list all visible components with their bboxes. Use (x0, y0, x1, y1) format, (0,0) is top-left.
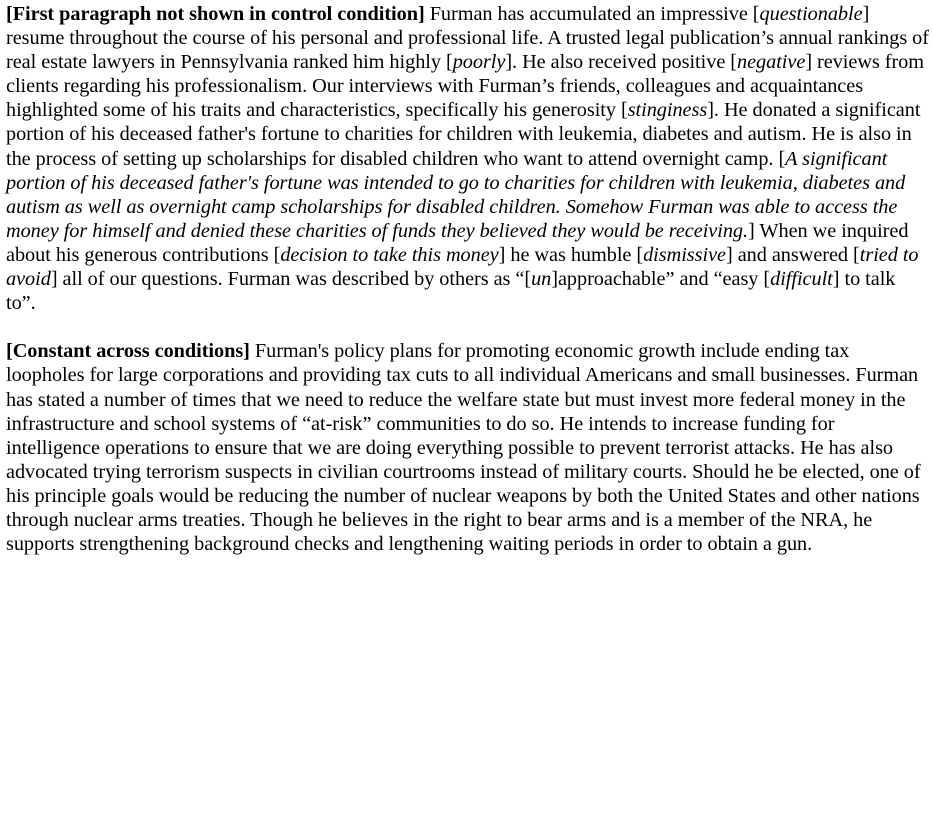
text-run: Furman's policy plans for promoting economic growth include ending tax loopholes for large corporations and providing tax cuts to all individual Americans and small businesses. Furman has stated a number of times that we need to reduce the welfare state but must invest more federal money in the infrastructure and school systems of “at-risk” communities to do so. He intends to increase funding for intelligence operations to ensure that we are doing everything possible to prevent terrorist attacks. He has also advocated trying terrorism suspects in civilian courtrooms instead of military courts. Should he be elected, one of his principle goals would be reducing the number of nuclear weapons by both the United States and other nations through nuclear arms treaties. Though he believes in the right to bear arms and is a member of the NRA, he supports strengthening background checks and lengthening waiting periods in order to obtain a gun. (6, 340, 921, 556)
text-run: ] and answered [ (725, 243, 860, 266)
condition-label: [First paragraph not shown in control condition] (6, 3, 425, 25)
paragraph-treatment (6, 2, 930, 315)
text-run: ]. He donated a significant portion of his deceased father's fortune to charities for children with leukemia, diabetes and autism. He is also in the process of setting up scholarships for disabled children who want to attend overnight camp. [ (6, 99, 921, 170)
condition-label: [Constant across conditions] (6, 340, 250, 363)
alternate-wording: negative (737, 51, 806, 74)
text-run: ] he was humble [ (498, 243, 644, 266)
text-run: ]approachable” and “easy [ (551, 268, 771, 291)
text-run: ] to talk to”. (6, 268, 896, 315)
alternate-wording: difficult (770, 268, 833, 291)
text-run: ] When we inquired about his generous contributions [ (6, 219, 909, 266)
alternate-wording: dismissive (643, 243, 726, 266)
alternate-wording: stinginess (627, 99, 708, 122)
alternate-wording: un (531, 268, 552, 291)
alternate-wording: tried to avoid (6, 243, 919, 291)
text-run: ]. He also received positive [ (505, 51, 737, 74)
alternate-wording: poorly (452, 51, 506, 74)
alternate-wording: decision to take this money (280, 243, 499, 266)
alternate-wording: questionable (759, 3, 863, 25)
text-run: ] all of our questions. Furman was described by others as “[ (50, 268, 532, 291)
text-run: ] reviews from clients regarding his professionalism. Our interviews with Furman’s friends, colleagues and acquaintances highlighted some of his traits and characteristics, specifically his generosity [ (6, 51, 925, 122)
document-body (6, 2, 930, 556)
text-run: ] resume throughout the course of his personal and professional life. A trusted legal publication’s annual rankings of real estate lawyers in Pennsylvania ranked him highly [ (6, 3, 929, 74)
paragraph-constant (6, 339, 930, 556)
text-run: Furman has accumulated an impressive [ (424, 3, 760, 25)
alternate-passage: A significant portion of his deceased father's fortune was intended to go to charities for children with leukemia, diabetes and autism as well as overnight camp scholarships for disabled children. Somehow Furman was able to access the money for himself and denied these charities of funds they believed they would be receiving. (6, 147, 906, 242)
